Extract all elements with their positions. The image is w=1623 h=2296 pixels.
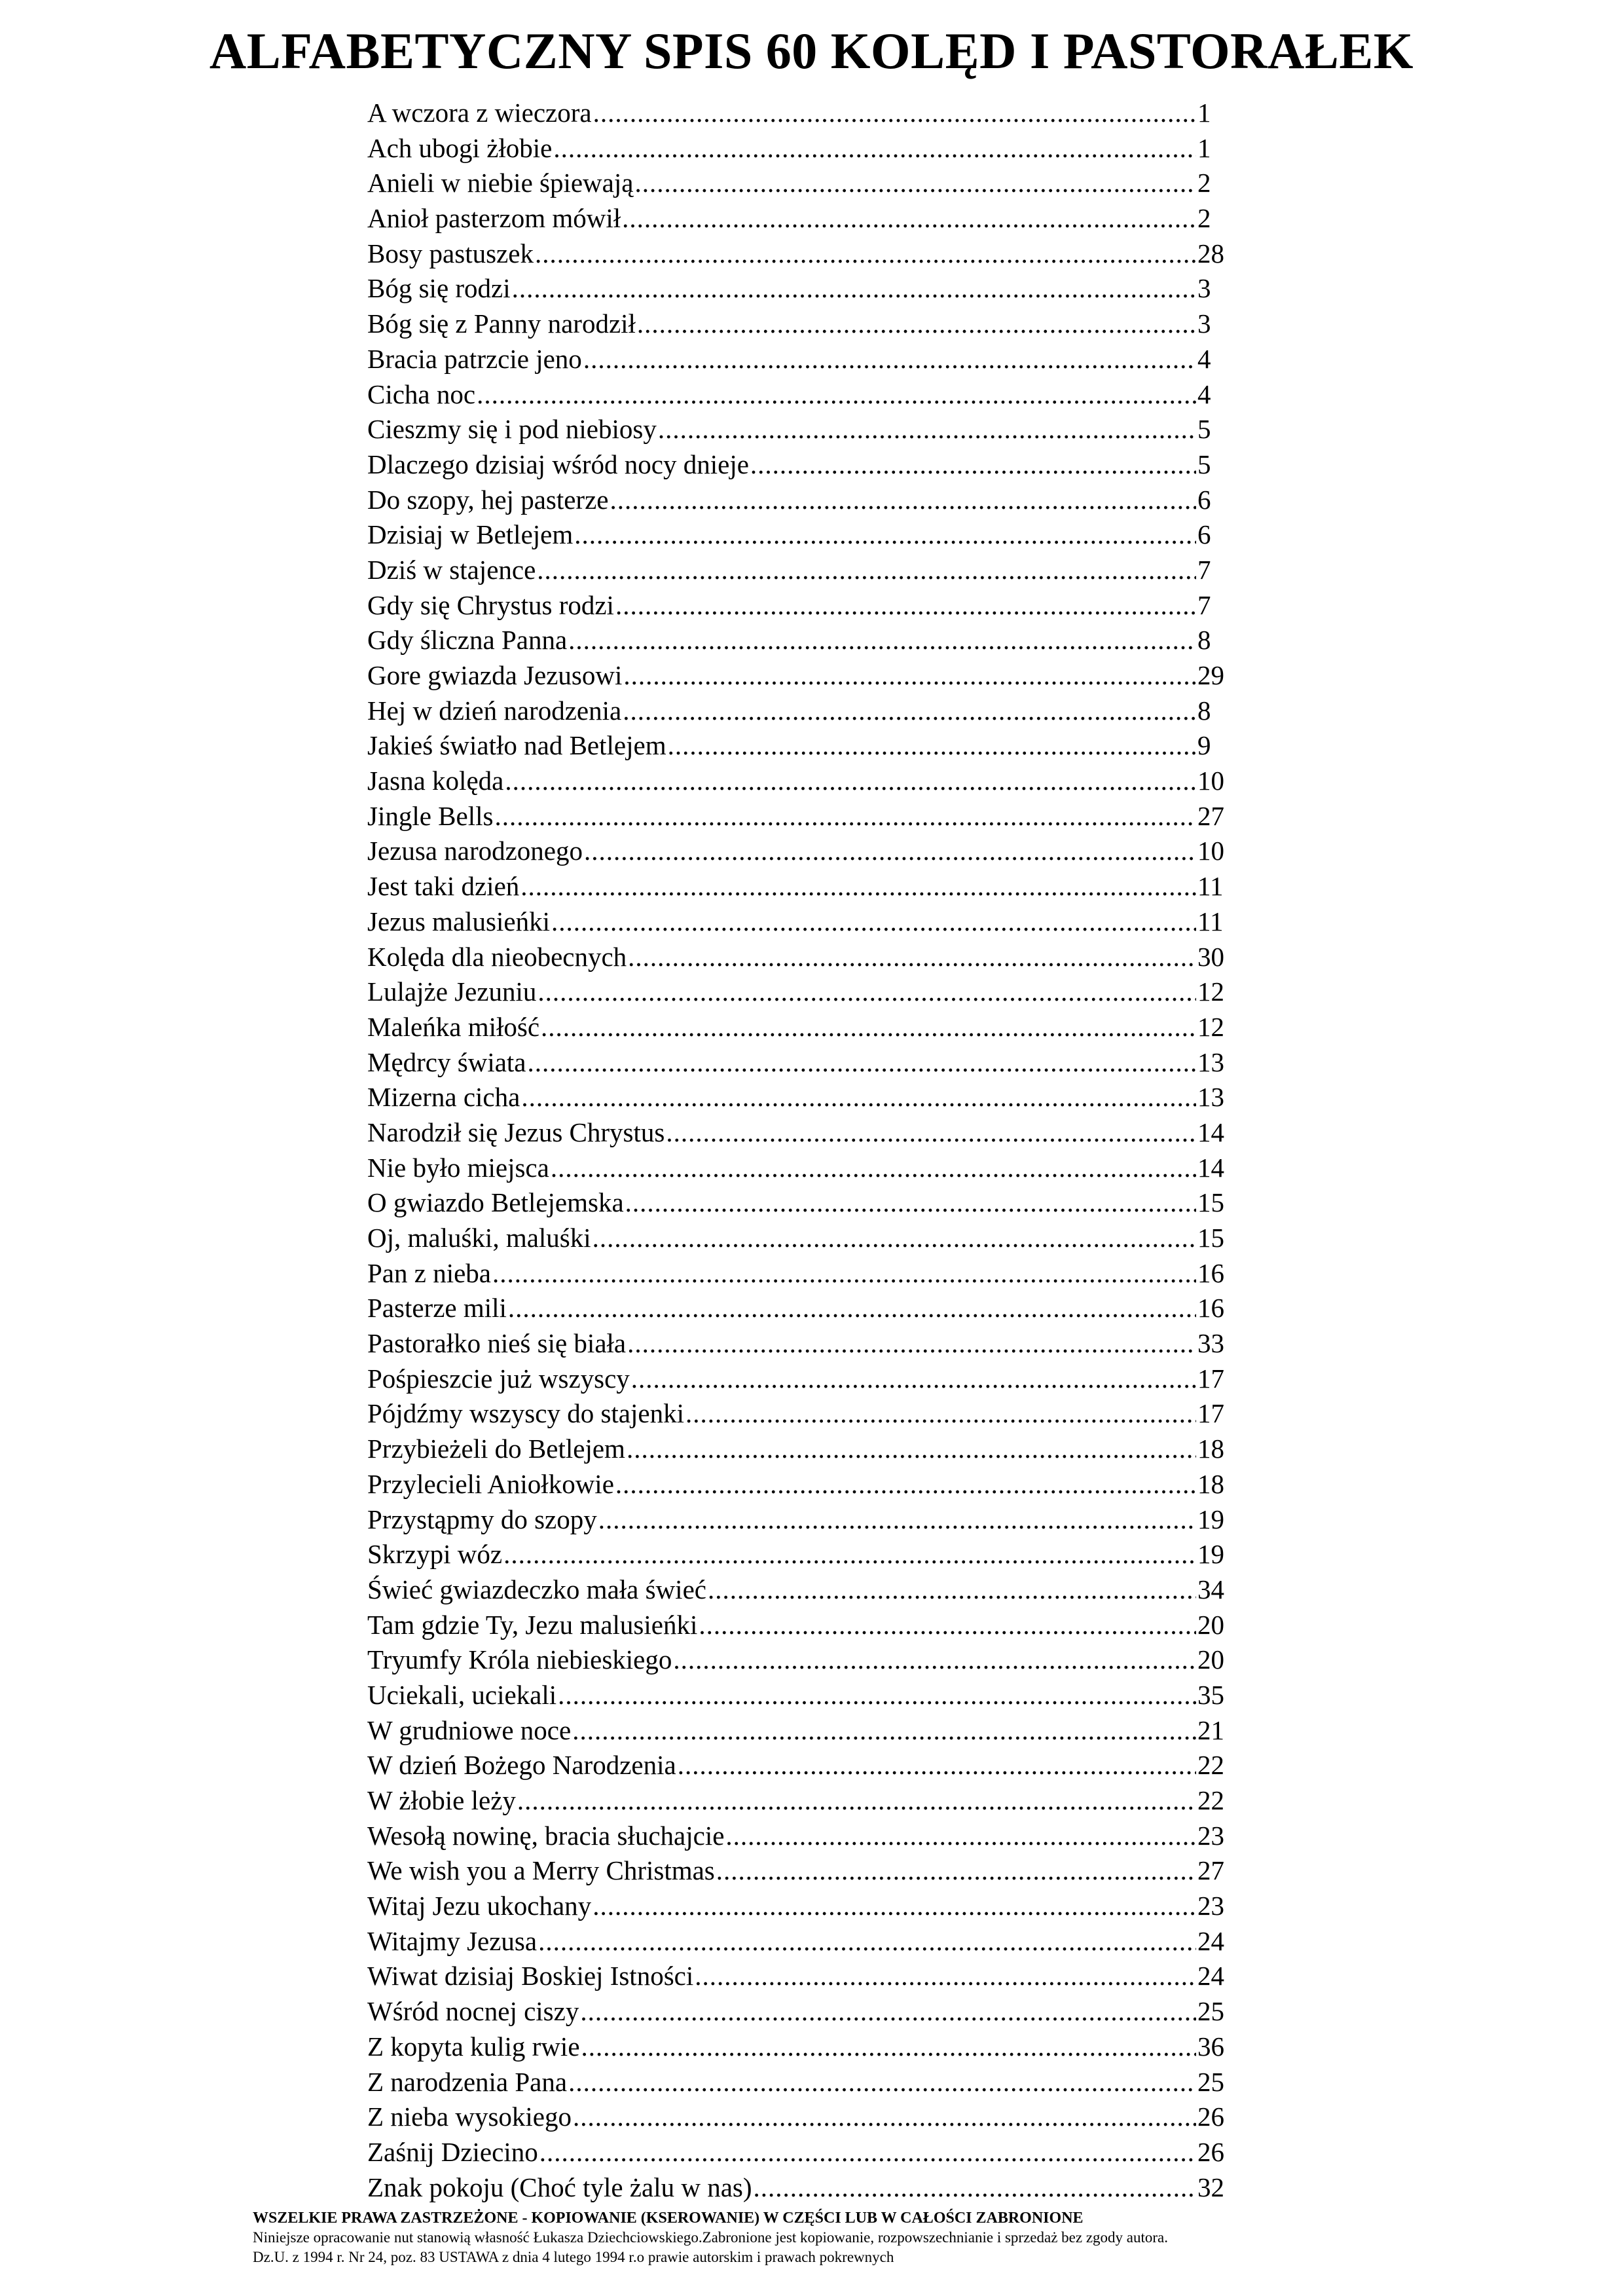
toc-entry-title: Jest taki dzień	[367, 871, 520, 902]
toc-entry	[367, 589, 1229, 625]
dot-leader	[631, 1363, 1196, 1394]
toc-entry	[367, 730, 1229, 765]
toc-entry	[367, 238, 1229, 273]
dot-leader	[535, 238, 1196, 269]
ownership-notice: Niniejsze opracowanie nut stanowią własność Łukasza Dziechciowskiego.Zabronione jest kopiowanie, rozpowszechnianie i sprzedaż bez zgody autora.	[253, 2229, 1169, 2246]
toc-entry	[367, 1222, 1229, 1257]
toc-entry-title: Gore gwiazda Jezusowi	[367, 660, 623, 690]
toc-entry-title: Pastorałko nieś się biała	[367, 1328, 627, 1359]
toc-entry-title: Bracia patrzcie jeno	[367, 343, 582, 374]
toc-entry	[367, 624, 1229, 659]
dot-leader	[558, 1679, 1196, 1711]
toc-entry-page: 21	[1197, 1714, 1224, 1745]
dot-leader	[695, 1960, 1196, 1991]
toc-entry-title: Wśród nocnej ciszy	[367, 1996, 579, 2027]
toc-entry-title: Znak pokoju (Choć tyle żalu w nas)	[367, 2172, 752, 2202]
toc-entry-page: 28	[1197, 238, 1224, 268]
dot-leader	[477, 379, 1196, 410]
toc-entry-page: 5	[1197, 449, 1211, 479]
toc-entry-page: 6	[1197, 519, 1211, 550]
toc-entry-title: Tryumfy Króla niebieskiego	[367, 1644, 672, 1675]
toc-entry	[367, 519, 1229, 554]
toc-entry-title: Anioł pasterzom mówił	[367, 203, 621, 234]
dot-leader	[538, 1925, 1196, 1957]
toc-entry	[367, 202, 1229, 238]
dot-leader	[537, 554, 1196, 585]
dot-leader	[685, 1398, 1196, 1429]
toc-entry-page: 23	[1197, 1891, 1224, 1921]
dot-leader	[551, 1152, 1196, 1183]
toc-entry-page: 32	[1197, 2172, 1224, 2202]
dot-leader	[623, 659, 1196, 691]
toc-entry-title: Cicha noc	[367, 379, 476, 409]
dot-leader	[572, 1714, 1196, 1746]
toc-entry-title: Lulajże Jezuniu	[367, 976, 537, 1007]
dot-leader	[584, 835, 1196, 866]
toc-entry	[367, 1749, 1229, 1785]
toc-entry	[367, 1187, 1229, 1222]
toc-entry	[367, 1574, 1229, 1609]
toc-entry	[367, 167, 1229, 202]
dot-leader	[494, 800, 1196, 832]
toc-entry-page: 15	[1197, 1223, 1224, 1253]
toc-entry-page: 8	[1197, 625, 1211, 656]
toc-entry-page: 15	[1197, 1187, 1224, 1218]
toc-entry-page: 18	[1197, 1468, 1224, 1499]
toc-entry	[367, 1433, 1229, 1468]
toc-entry-page: 12	[1197, 976, 1224, 1007]
toc-entry-title: Przybieżeli do Betlejem	[367, 1434, 625, 1464]
dot-leader	[598, 1504, 1196, 1535]
dot-leader	[512, 272, 1196, 304]
toc-entry-title: Witajmy Jezusa	[367, 1925, 538, 1956]
toc-entry	[367, 1995, 1229, 2031]
toc-entry-page: 2	[1197, 168, 1211, 198]
toc-entry-title: O gwiazdo Betlejemska	[367, 1187, 624, 1218]
dot-leader	[517, 1785, 1196, 1816]
toc-entry-page: 14	[1197, 1152, 1224, 1183]
toc-entry-title: Jakieś światło nad Betlejem	[367, 730, 666, 761]
toc-entry-page: 27	[1197, 1855, 1224, 1886]
toc-entry	[367, 1890, 1229, 1925]
dot-leader	[492, 1257, 1196, 1289]
dot-leader	[568, 624, 1196, 656]
toc-entry-page: 20	[1197, 1644, 1224, 1675]
toc-entry-page: 24	[1197, 1961, 1224, 1991]
dot-leader	[539, 2136, 1196, 2168]
toc-entry-page: 11	[1197, 906, 1224, 936]
toc-entry	[367, 1538, 1229, 1574]
toc-entry-page: 34	[1197, 1574, 1224, 1604]
toc-entry-page: 22	[1197, 1785, 1224, 1815]
legal-reference: Dz.U. z 1994 r. Nr 24, poz. 83 USTAWA z dnia 4 lutego 1994 r.o prawie autorskim i prawach pokrewnych	[253, 2249, 894, 2265]
toc-entry-title: Mędrcy świata	[367, 1046, 526, 1077]
toc-entry-title: Kolęda dla nieobecnych	[367, 941, 627, 972]
toc-entry-page: 24	[1197, 1925, 1224, 1956]
toc-entry-title: Z narodzenia Pana	[367, 2066, 568, 2097]
dot-leader	[505, 765, 1196, 796]
toc-entry-page: 18	[1197, 1434, 1224, 1464]
toc-entry	[367, 97, 1229, 132]
toc-entry-page: 10	[1197, 766, 1224, 796]
toc-entry-title: Uciekali, uciekali	[367, 1679, 557, 1710]
toc-entry	[367, 1468, 1229, 1504]
dot-leader	[508, 1292, 1196, 1324]
toc-entry-page: 13	[1197, 1082, 1224, 1113]
toc-entry	[367, 1644, 1229, 1679]
toc-entry	[367, 2136, 1229, 2172]
toc-entry-page: 16	[1197, 1293, 1224, 1324]
toc-entry-page: 17	[1197, 1363, 1224, 1394]
dot-leader	[541, 1011, 1196, 1043]
toc-entry-page: 14	[1197, 1117, 1224, 1147]
dot-leader	[538, 976, 1196, 1007]
toc-entry-title: W żłobie leży	[367, 1785, 516, 1815]
toc-entry	[367, 132, 1229, 168]
toc-entry	[367, 272, 1229, 308]
toc-entry	[367, 1257, 1229, 1293]
table-of-contents	[367, 97, 1229, 2206]
dot-leader	[637, 308, 1196, 339]
dot-leader	[668, 730, 1196, 761]
toc-entry-page: 12	[1197, 1011, 1224, 1042]
toc-entry-title: Przylecieli Aniołkowie	[367, 1468, 614, 1499]
toc-entry-title: Oj, maluśki, maluśki	[367, 1223, 591, 1253]
toc-entry	[367, 695, 1229, 730]
toc-entry	[367, 1363, 1229, 1398]
page-title: ALFABETYCZNY SPIS 60 KOLĘD I PASTORAŁEK	[209, 22, 1414, 79]
toc-entry	[367, 1327, 1229, 1363]
toc-entry	[367, 906, 1229, 941]
toc-entry	[367, 1785, 1229, 1820]
toc-entry-page: 7	[1197, 589, 1211, 620]
toc-entry-title: Jasna kolęda	[367, 766, 504, 796]
dot-leader	[623, 695, 1196, 726]
dot-leader	[622, 202, 1196, 234]
toc-entry-title: Z kopyta kulig rwie	[367, 2031, 580, 2062]
dot-leader	[625, 1187, 1196, 1218]
toc-entry-title: Jezusa narodzonego	[367, 836, 583, 866]
toc-entry	[367, 870, 1229, 906]
dot-leader	[580, 1995, 1196, 2027]
toc-entry	[367, 1152, 1229, 1187]
dot-leader	[754, 2172, 1196, 2203]
toc-entry-title: Zaśnij Dziecino	[367, 2136, 538, 2167]
toc-entry-page: 22	[1197, 1750, 1224, 1781]
toc-entry	[367, 1398, 1229, 1433]
toc-entry	[367, 2101, 1229, 2136]
toc-entry-title: Maleńka miłość	[367, 1011, 540, 1042]
toc-entry-page: 26	[1197, 2136, 1224, 2167]
toc-entry-page: 5	[1197, 414, 1211, 445]
toc-entry-title: Tam gdzie Ty, Jezu malusieńki	[367, 1609, 698, 1640]
toc-entry	[367, 1504, 1229, 1539]
toc-entry-page: 16	[1197, 1257, 1224, 1288]
dot-leader	[568, 2066, 1196, 2098]
toc-entry-title: We wish you a Merry Christmas	[367, 1855, 715, 1886]
dot-leader	[627, 1327, 1196, 1359]
toc-entry-title: Dziś w stajence	[367, 554, 536, 585]
toc-entry	[367, 1714, 1229, 1750]
toc-entry	[367, 1011, 1229, 1046]
toc-entry-page: 23	[1197, 1820, 1224, 1851]
toc-entry-page: 3	[1197, 308, 1211, 339]
dot-leader	[520, 870, 1196, 902]
dot-leader	[593, 1222, 1196, 1253]
dot-leader	[666, 1117, 1196, 1148]
toc-entry-title: Pójdźmy wszyscy do stajenki	[367, 1398, 684, 1429]
dot-leader	[615, 1468, 1196, 1500]
toc-entry-page: 19	[1197, 1539, 1224, 1570]
toc-entry-page: 20	[1197, 1609, 1224, 1640]
dot-leader	[658, 413, 1196, 445]
dot-leader	[699, 1609, 1196, 1640]
toc-entry-title: Świeć gwiazdeczko mała świeć	[367, 1574, 706, 1604]
toc-entry	[367, 659, 1229, 695]
toc-entry-title: W grudniowe noce	[367, 1714, 572, 1745]
dot-leader	[634, 167, 1196, 198]
toc-entry-title: Gdy się Chrystus rodzi	[367, 589, 614, 620]
toc-entry-title: Wiwat dzisiaj Boskiej Istności	[367, 1961, 694, 1991]
toc-entry	[367, 800, 1229, 836]
toc-entry-page: 35	[1197, 1679, 1224, 1710]
dot-leader	[573, 2101, 1196, 2132]
toc-entry-title: Witaj Jezu ukochany	[367, 1891, 592, 1921]
dot-leader	[553, 132, 1196, 164]
dot-leader	[610, 484, 1196, 515]
toc-entry-page: 4	[1197, 343, 1211, 374]
dot-leader	[615, 589, 1196, 621]
toc-entry-page: 8	[1197, 695, 1211, 726]
toc-entry-title: Nie było miejsca	[367, 1152, 549, 1183]
toc-entry-title: Dzisiaj w Betlejem	[367, 519, 574, 550]
toc-entry-title: Do szopy, hej pasterze	[367, 484, 609, 515]
toc-entry-page: 4	[1197, 379, 1211, 409]
toc-entry-title: Mizerna cicha	[367, 1082, 520, 1113]
toc-entry-page: 17	[1197, 1398, 1224, 1429]
toc-entry-page: 33	[1197, 1328, 1224, 1359]
toc-entry-page: 36	[1197, 2031, 1224, 2062]
toc-entry	[367, 1820, 1229, 1855]
toc-entry-title: Dlaczego dzisiaj wśród nocy dnieje	[367, 449, 749, 479]
toc-entry	[367, 308, 1229, 343]
toc-entry-page: 1	[1197, 132, 1211, 163]
toc-entry-title: Gdy śliczna Panna	[367, 625, 568, 656]
toc-entry-title: Z nieba wysokiego	[367, 2102, 572, 2132]
dot-leader	[581, 2031, 1196, 2062]
toc-entry-page: 1	[1197, 98, 1211, 128]
dot-leader	[725, 1820, 1196, 1851]
toc-entry-title: Hej w dzień narodzenia	[367, 695, 622, 726]
toc-entry-page: 13	[1197, 1046, 1224, 1077]
toc-entry-title: Przystąpmy do szopy	[367, 1504, 597, 1534]
toc-entry	[367, 449, 1229, 484]
dot-leader	[583, 343, 1196, 375]
toc-entry	[367, 1081, 1229, 1117]
toc-entry-title: Wesołą nowinę, bracia słuchajcie	[367, 1820, 725, 1851]
toc-entry-page: 27	[1197, 800, 1224, 831]
toc-entry-title: Bóg się rodzi	[367, 273, 511, 304]
toc-entry	[367, 1679, 1229, 1714]
toc-entry	[367, 1292, 1229, 1327]
dot-leader	[627, 1433, 1196, 1464]
toc-entry-page: 30	[1197, 941, 1224, 972]
toc-entry-page: 25	[1197, 1996, 1224, 2027]
toc-entry	[367, 2172, 1229, 2207]
toc-entry-page: 3	[1197, 273, 1211, 304]
toc-entry	[367, 765, 1229, 800]
toc-entry-page: 11	[1197, 871, 1224, 902]
toc-entry	[367, 554, 1229, 589]
toc-entry-page: 10	[1197, 836, 1224, 866]
toc-entry	[367, 379, 1229, 414]
dot-leader	[628, 941, 1196, 972]
toc-entry-page: 7	[1197, 554, 1211, 585]
dot-leader	[574, 519, 1196, 550]
toc-entry	[367, 413, 1229, 449]
toc-entry-title: W dzień Bożego Narodzenia	[367, 1750, 676, 1781]
toc-entry-page: 2	[1197, 203, 1211, 234]
toc-entry-page: 25	[1197, 2066, 1224, 2097]
dot-leader	[678, 1749, 1196, 1781]
toc-entry-title: Jingle Bells	[367, 800, 494, 831]
toc-entry-page: 6	[1197, 484, 1211, 515]
toc-entry-page: 26	[1197, 2102, 1224, 2132]
dot-leader	[716, 1855, 1196, 1886]
dot-leader	[673, 1644, 1196, 1675]
toc-entry-title: Narodził się Jezus Chrystus	[367, 1117, 665, 1147]
toc-entry	[367, 484, 1229, 519]
dot-leader	[503, 1538, 1196, 1570]
toc-entry-page: 29	[1197, 660, 1224, 690]
copyright-footer	[253, 2208, 1431, 2267]
toc-entry	[367, 1117, 1229, 1152]
toc-entry	[367, 941, 1229, 976]
toc-entry-title: Pan z nieba	[367, 1257, 491, 1288]
toc-entry-title: Cieszmy się i pod niebiosy	[367, 414, 657, 445]
dot-leader	[593, 1890, 1196, 1921]
toc-entry-title: A wczora z wieczora	[367, 98, 592, 128]
copyright-notice: WSZELKIE PRAWA ZASTRZEŻONE - KOPIOWANIE (KSEROWANIE) W CZĘŚCI LUB W CAŁOŚCI ZABRONIONE	[253, 2210, 1084, 2227]
toc-entry-title: Skrzypi wóz	[367, 1539, 503, 1570]
toc-entry-title: Anieli w niebie śpiewają	[367, 168, 634, 198]
toc-entry-title: Pasterze mili	[367, 1293, 507, 1324]
dot-leader	[528, 1046, 1197, 1078]
dot-leader	[708, 1574, 1196, 1605]
toc-entry-title: Ach ubogi żłobie	[367, 132, 553, 163]
dot-leader	[593, 97, 1196, 128]
toc-entry	[367, 343, 1229, 379]
toc-entry	[367, 1960, 1229, 1995]
toc-entry	[367, 1609, 1229, 1644]
toc-entry-page: 19	[1197, 1504, 1224, 1534]
toc-entry	[367, 1046, 1229, 1082]
toc-entry-title: Jezus malusieńki	[367, 906, 550, 936]
dot-leader	[551, 906, 1196, 937]
toc-entry	[367, 2031, 1229, 2066]
toc-entry	[367, 976, 1229, 1011]
toc-entry	[367, 1855, 1229, 1890]
toc-entry	[367, 2066, 1229, 2102]
toc-entry	[367, 1925, 1229, 1961]
toc-entry-title: Pośpieszcie już wszyscy	[367, 1363, 630, 1394]
toc-entry-page: 9	[1197, 730, 1211, 761]
toc-entry-title: Bóg się z Panny narodził	[367, 308, 636, 339]
toc-entry-title: Bosy pastuszek	[367, 238, 534, 268]
dot-leader	[750, 449, 1196, 480]
dot-leader	[521, 1081, 1196, 1113]
toc-entry	[367, 835, 1229, 870]
